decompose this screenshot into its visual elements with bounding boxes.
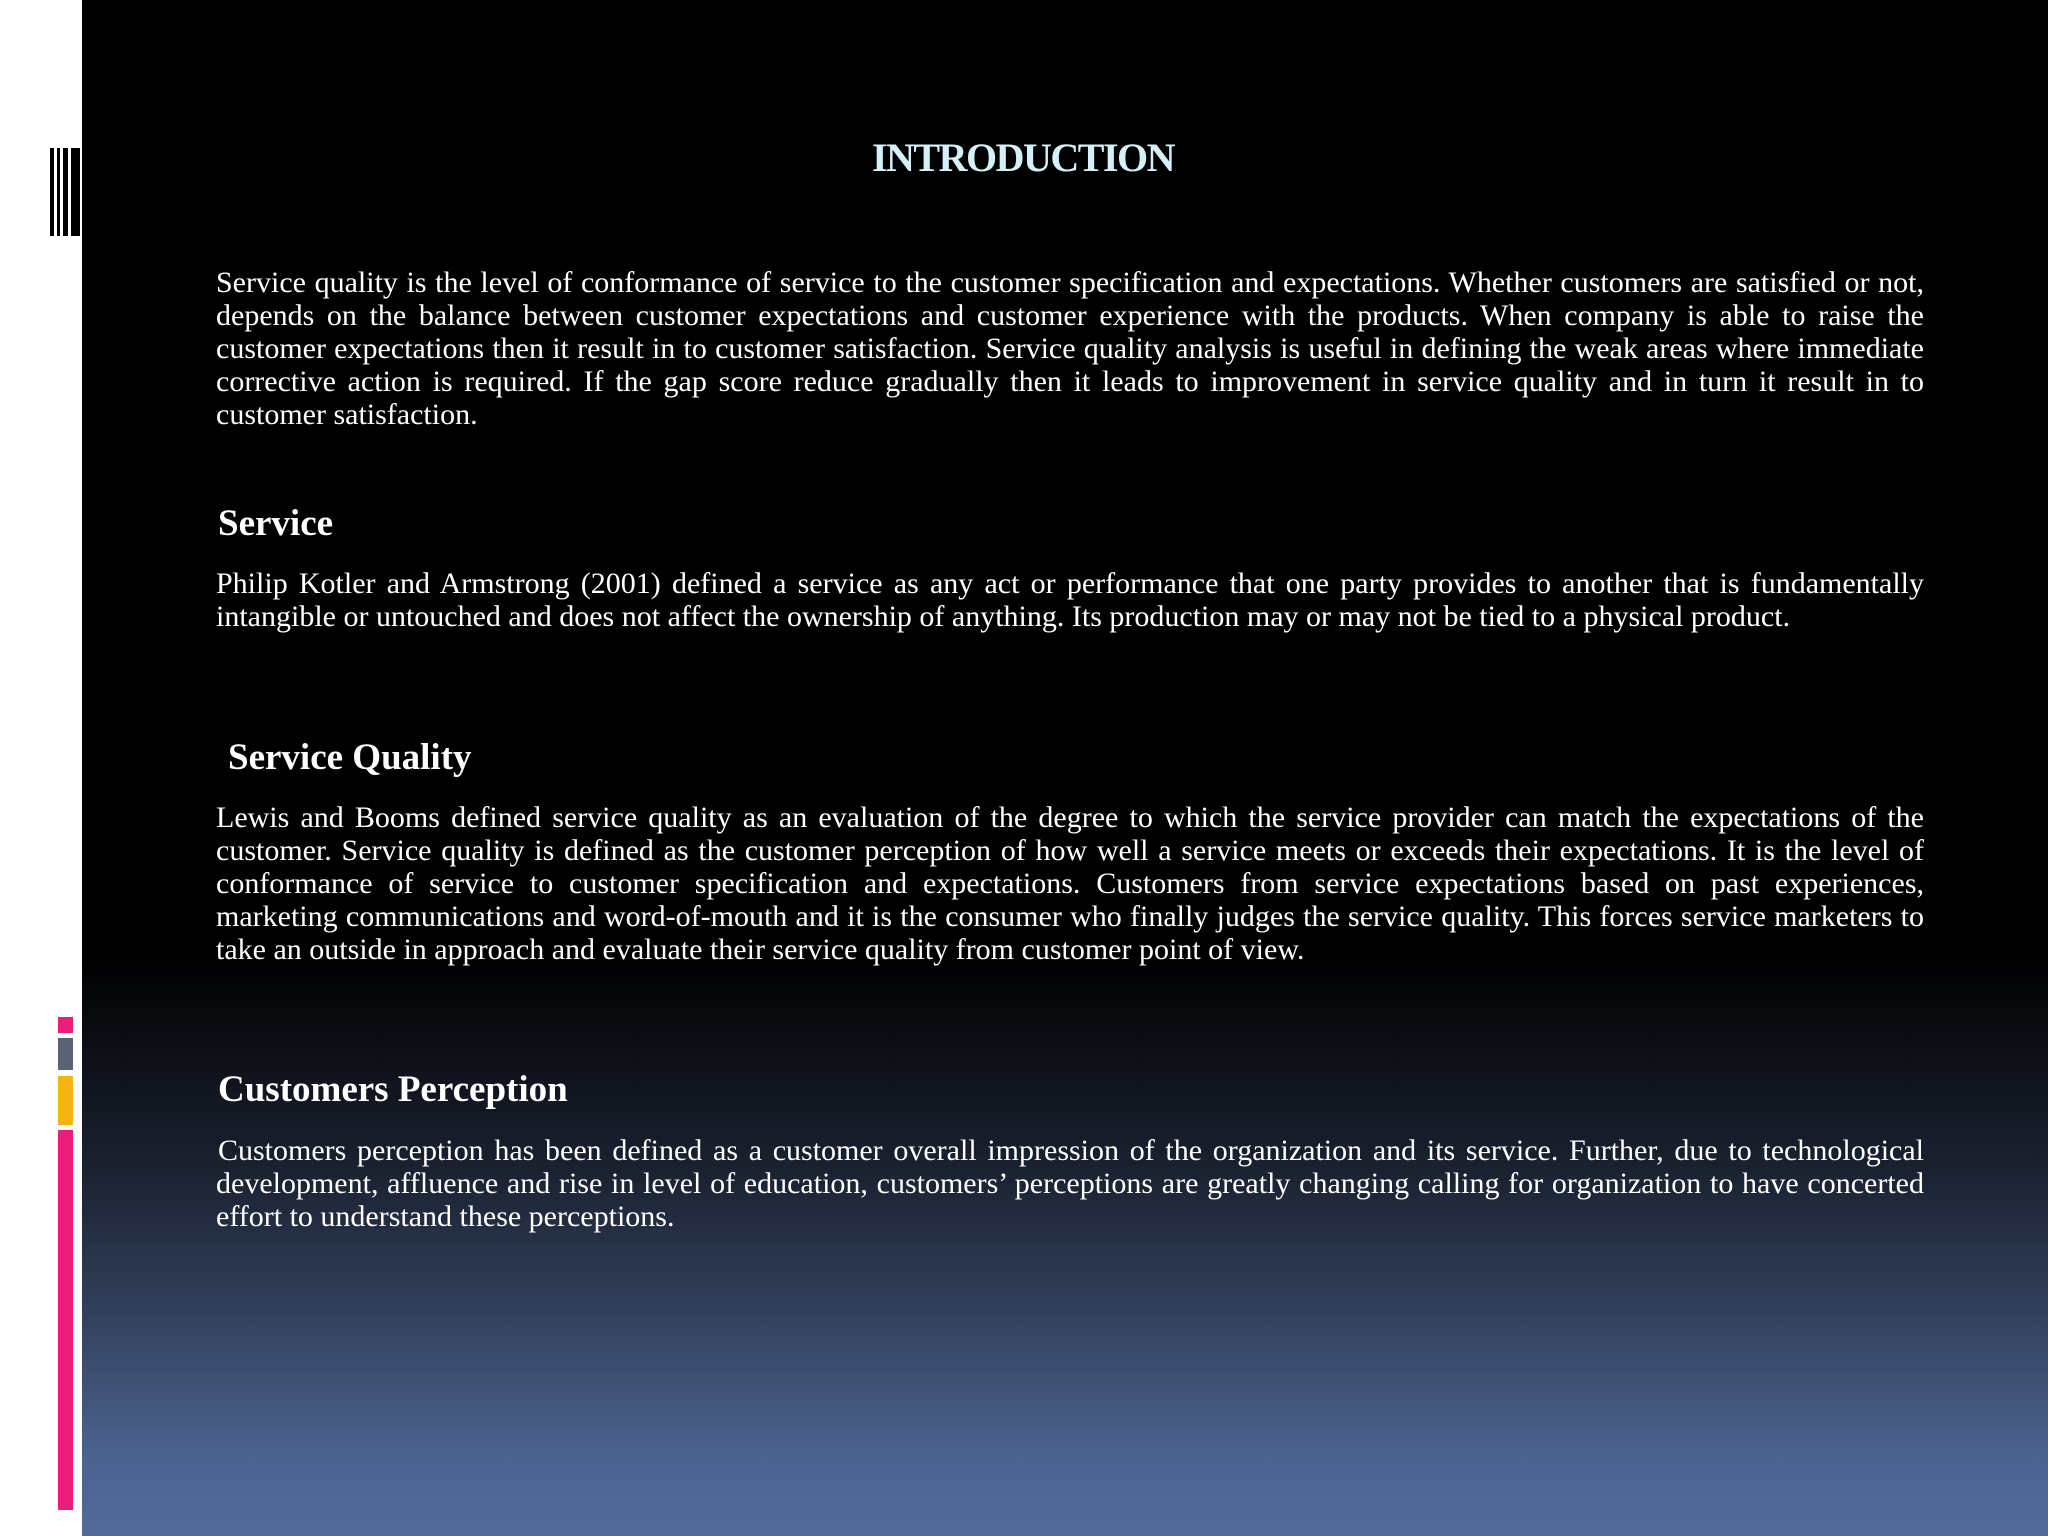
accent-bar-pink — [58, 1130, 73, 1510]
decorative-stripes — [50, 148, 80, 236]
slide-title: INTRODUCTION — [871, 135, 1175, 180]
accent-bar-gold — [58, 1076, 73, 1125]
accent-bar-pink-small — [58, 1017, 73, 1033]
heading-service-quality: Service Quality — [228, 737, 472, 778]
service-quality-paragraph: Lewis and Booms defined service quality as an evaluation of the degree to which the service provider can match the expectations of the customer. Service quality is defined as the customer perception of how well a service meets or exceeds their expectations. It is the level of conformance of service to customer specification and expectations. Customers from service expectations based on past experiences, marketing communications and word-of-mouth and it is the consumer who finally judges the service quality. This forces service marketers to take an outside in approach and evaluate their service quality from customer point of view. — [216, 801, 1924, 966]
service-paragraph: Philip Kotler and Armstrong (2001) defined a service as any act or performance that one party provides to another that is fundamentally intangible or untouched and does not affect the ownership of anything. Its production may or may not be tied to a physical product. — [216, 567, 1924, 633]
heading-customers-perception: Customers Perception — [218, 1069, 568, 1110]
accent-bar-gray — [58, 1038, 73, 1070]
intro-paragraph: Service quality is the level of conformance of service to the customer specification and expectations. Whether customers are satisfied or not, depends on the balance between customer expectations and customer experience with the products. When company is able to raise the customer expectations then it result in to customer satisfaction. Service quality analysis is useful in defining the weak areas where immediate corrective action is required. If the gap score reduce gradually then it leads to improvement in service quality and in turn it result in to customer satisfaction. — [216, 266, 1924, 431]
customers-perception-paragraph: Customers perception has been defined as a customer overall impression of the organization and its service. Further, due to technological development, affluence and rise in level of education, customers’ perceptions are greatly changing calling for organization to have concerted effort to understand these perceptions. — [216, 1134, 1924, 1233]
heading-service: Service — [218, 503, 334, 544]
